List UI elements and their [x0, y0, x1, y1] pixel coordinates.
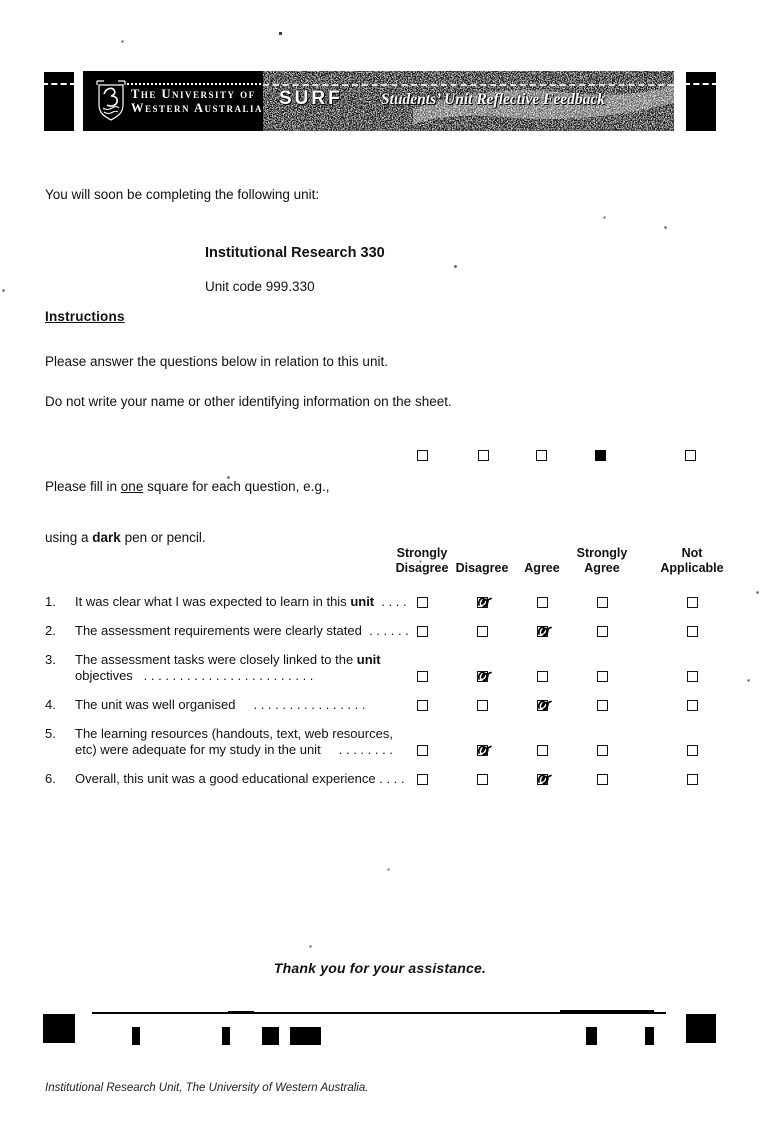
answer-checkbox-strongly-agree[interactable]	[597, 671, 608, 682]
pen-scribble-mark	[534, 696, 553, 715]
registration-mark	[262, 1027, 279, 1045]
footer-rule-segment	[228, 1011, 254, 1014]
header-banner	[83, 71, 674, 131]
fill-instruction-line2: using a dark pen or pencil.	[45, 530, 206, 545]
answer-checkbox-agree[interactable]	[537, 774, 548, 785]
answer-cell-strongly-disagree	[392, 726, 452, 758]
question-row-1	[45, 594, 752, 610]
answer-checkbox-not-applicable[interactable]	[687, 700, 698, 711]
scale-column-label-strongly-agree: Strongly Agree	[576, 546, 628, 575]
instruction-anonymity-line: Do not write your name or other identifying information on the sheet.	[45, 394, 452, 409]
answer-cell-strongly-disagree	[392, 594, 452, 610]
answer-cell-strongly-agree	[572, 594, 632, 610]
answer-cell-strongly-disagree	[392, 771, 452, 787]
white-dash-line	[263, 84, 674, 86]
answer-checkbox-agree[interactable]	[537, 626, 548, 637]
instructions-heading: Instructions	[45, 309, 125, 324]
one-underlined: one	[120, 479, 144, 494]
answer-cell-disagree	[452, 594, 512, 610]
registration-mark	[290, 1027, 321, 1045]
university-name: The University of Western Australia	[131, 87, 263, 115]
answer-cell-agree	[512, 771, 572, 787]
answer-cell-agree	[512, 623, 572, 639]
answer-checkbox-disagree[interactable]	[477, 745, 488, 756]
white-dash-line	[42, 83, 76, 85]
answer-cell-not-applicable	[632, 771, 752, 787]
surf-acronym: SURF	[279, 88, 343, 109]
answer-cell-strongly-agree	[572, 697, 632, 713]
answer-cell-not-applicable	[632, 652, 752, 684]
white-dash-line	[684, 83, 718, 85]
footer-credit: Institutional Research Unit, The University of Western Australia.	[45, 1082, 369, 1094]
answer-checkbox-strongly-disagree[interactable]	[417, 774, 428, 785]
answer-cell-not-applicable	[632, 594, 752, 610]
answer-checkbox-not-applicable[interactable]	[687, 745, 698, 756]
question-number: 2.	[45, 623, 56, 638]
question-number: 6.	[45, 771, 56, 786]
answer-checkbox-strongly-agree[interactable]	[597, 745, 608, 756]
pen-scribble-mark	[474, 741, 493, 760]
answer-checkbox-strongly-agree[interactable]	[597, 700, 608, 711]
white-dotted-line	[127, 83, 261, 85]
example-empty-square	[536, 450, 547, 461]
question-text: The learning resources (handouts, text, web resources, etc) were adequate for my study in the unit . . . . . . . .	[75, 726, 393, 757]
answer-cell-disagree	[452, 726, 512, 758]
answer-cell-not-applicable	[632, 726, 752, 758]
answer-checkbox-disagree[interactable]	[477, 774, 488, 785]
university-logo-panel	[83, 71, 263, 131]
fill-instruction-line1: Please fill in one square for each question, e.g.,	[45, 479, 330, 494]
unit-title: Institutional Research 330	[205, 245, 385, 261]
answer-checkbox-agree[interactable]	[537, 597, 548, 608]
question-text: The assessment requirements were clearly stated . . . . . .	[75, 623, 409, 638]
spacer	[45, 544, 75, 576]
unit-code: Unit code 999.330	[205, 279, 315, 294]
answer-cell-strongly-agree	[572, 771, 632, 787]
question-row-3	[45, 652, 752, 684]
answer-cell-strongly-agree	[572, 726, 632, 758]
scan-artifacts	[0, 0, 1, 1]
answer-cell-disagree	[452, 623, 512, 639]
scale-column-label-agree: Agree	[524, 561, 560, 575]
registration-mark	[222, 1027, 230, 1045]
question-text: The assessment tasks were closely linked to the unit objectives . . . . . . . . . . . . . . . . . . . . . . . .	[75, 652, 381, 683]
left-registration-block	[44, 72, 74, 131]
surf-program-title: Students’ Unit Reflective Feedback	[381, 91, 605, 108]
footer-rule-segment	[560, 1010, 654, 1014]
answer-checkbox-strongly-disagree[interactable]	[417, 597, 428, 608]
answer-checkbox-strongly-disagree[interactable]	[417, 671, 428, 682]
question-row-5	[45, 726, 752, 758]
answer-checkbox-agree[interactable]	[537, 745, 548, 756]
answer-checkbox-agree[interactable]	[537, 700, 548, 711]
scale-column-label-disagree: Disagree	[455, 561, 509, 575]
answer-cell-agree	[512, 652, 572, 684]
example-filled-square	[595, 450, 606, 461]
answer-checkbox-strongly-agree[interactable]	[597, 626, 608, 637]
answer-checkbox-strongly-agree[interactable]	[597, 597, 608, 608]
answer-checkbox-strongly-disagree[interactable]	[417, 700, 428, 711]
answer-cell-disagree	[452, 697, 512, 713]
scale-header-row	[45, 544, 752, 576]
scale-column-label-strongly-disagree: Strongly Disagree	[395, 546, 449, 575]
answer-cell-strongly-disagree	[392, 697, 452, 713]
answer-cell-not-applicable	[632, 697, 752, 713]
question-text: Overall, this unit was a good educational experience . . . .	[75, 771, 405, 786]
spacer	[75, 544, 392, 576]
answer-checkbox-strongly-disagree[interactable]	[417, 626, 428, 637]
question-row-2	[45, 623, 752, 639]
right-registration-block	[686, 72, 716, 131]
answer-checkbox-disagree[interactable]	[477, 671, 488, 682]
question-number: 1.	[45, 594, 56, 609]
answer-checkbox-not-applicable[interactable]	[687, 774, 698, 785]
surf-banner	[263, 71, 674, 131]
question-row-4	[45, 697, 752, 713]
registration-mark	[686, 1014, 716, 1043]
answer-cell-agree	[512, 697, 572, 713]
question-row-6	[45, 771, 752, 787]
instruction-answer-line: Please answer the questions below in relation to this unit.	[45, 354, 388, 369]
registration-mark	[645, 1027, 654, 1045]
question-number: 4.	[45, 697, 56, 712]
answer-checkbox-disagree[interactable]	[477, 700, 488, 711]
answer-cell-disagree	[452, 771, 512, 787]
answer-cell-not-applicable	[632, 623, 752, 639]
pen-scribble-mark	[474, 593, 493, 612]
pen-scribble-mark	[534, 622, 553, 641]
example-empty-square	[478, 450, 489, 461]
thanks-line: Thank you for your assistance.	[273, 960, 487, 976]
answer-cell-strongly-agree	[572, 623, 632, 639]
pen-scribble-mark	[534, 770, 553, 789]
question-text: It was clear what I was expected to learn in this unit . . . .	[75, 594, 407, 609]
answer-checkbox-not-applicable[interactable]	[687, 597, 698, 608]
question-text: The unit was well organised . . . . . . . . . . . . . . . .	[75, 697, 366, 712]
answer-cell-disagree	[452, 652, 512, 684]
registration-mark	[43, 1014, 75, 1043]
answer-checkbox-strongly-agree[interactable]	[597, 774, 608, 785]
question-number: 3.	[45, 652, 56, 667]
pen-scribble-mark	[474, 667, 493, 686]
answer-checkbox-strongly-disagree[interactable]	[417, 745, 428, 756]
registration-mark	[132, 1027, 140, 1045]
scale-column-label-not-applicable: Not Applicable	[660, 546, 724, 575]
intro-line: You will soon be completing the following unit:	[45, 187, 320, 202]
answer-cell-strongly-disagree	[392, 623, 452, 639]
dark-bold: dark	[92, 530, 121, 545]
answer-checkbox-disagree[interactable]	[477, 626, 488, 637]
question-number: 5.	[45, 726, 56, 741]
answer-cell-strongly-disagree	[392, 652, 452, 684]
answer-cell-agree	[512, 726, 572, 758]
example-empty-square	[417, 450, 428, 461]
example-empty-square	[685, 450, 696, 461]
answer-checkbox-not-applicable[interactable]	[687, 671, 698, 682]
answer-checkbox-not-applicable[interactable]	[687, 626, 698, 637]
uwa-crest-icon	[95, 78, 127, 122]
answer-cell-agree	[512, 594, 572, 610]
answer-checkbox-agree[interactable]	[537, 671, 548, 682]
answer-checkbox-disagree[interactable]	[477, 597, 488, 608]
answer-cell-strongly-agree	[572, 652, 632, 684]
registration-mark	[586, 1027, 597, 1045]
